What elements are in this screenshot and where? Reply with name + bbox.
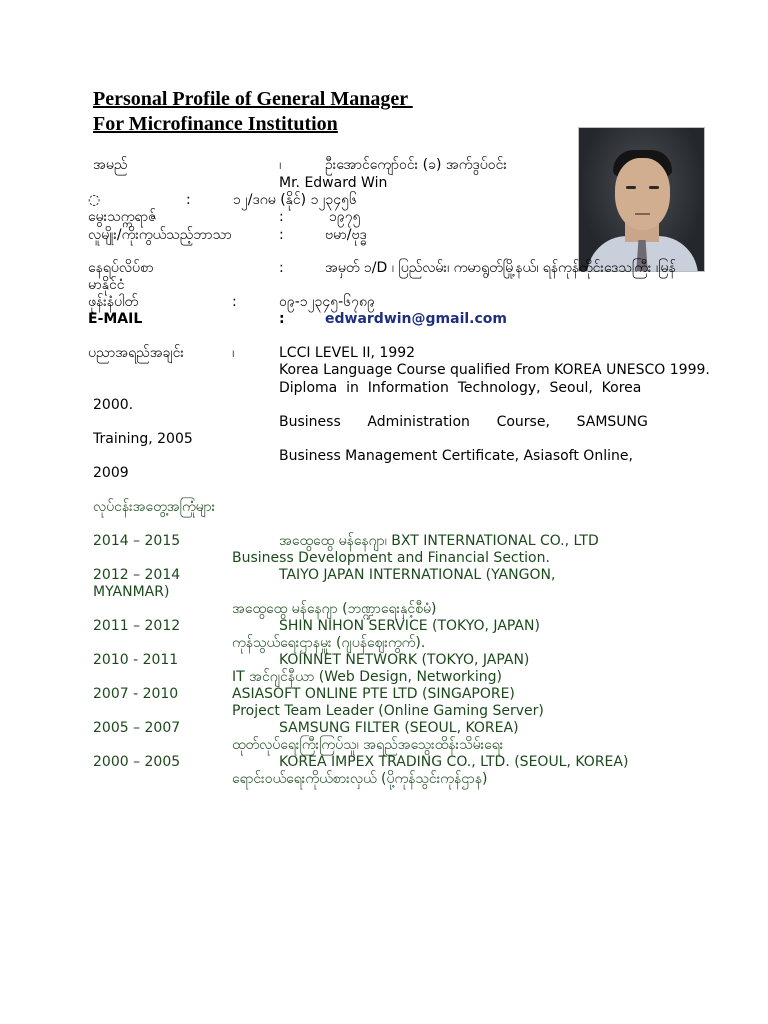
email-label: E-MAIL (88, 311, 143, 327)
address-label: နေရပ်လိပ်စာ (88, 260, 154, 276)
address-line1: အမှတ် ၁/D ၊ ပြည်လမ်း၊ ကမာရွတ်မြို့နယ်၊ ရန်ကုန်တိုင်းဒေသကြီး ၊မြန် (325, 260, 676, 276)
nrc-separator: : (186, 192, 191, 208)
experience-years: 2010 - 2011 (93, 652, 179, 668)
education-line5-cont: 2009 (93, 465, 129, 481)
education-line4-cont: Training, 2005 (93, 431, 193, 447)
education-separator: ၊ (232, 345, 235, 361)
phone-value: ၀၉-၁၂၃၄၅-၆၇၈၉ (279, 294, 375, 310)
address-separator: : (279, 260, 284, 276)
experience-company: SAMSUNG FILTER (SEOUL, KOREA) (279, 720, 519, 736)
birth-separator: : (279, 209, 284, 225)
name-english: Mr. Edward Win (279, 175, 388, 191)
birth-label: မွေးသက္ကရာဇ် (88, 209, 157, 225)
experience-role: Project Team Leader (Online Gaming Server) (232, 703, 544, 719)
experience-years: 2005 – 2007 (93, 720, 181, 736)
experience-company: ASIASOFT ONLINE PTE LTD (SINGAPORE) (232, 686, 515, 702)
phone-separator: : (232, 294, 237, 310)
experience-years: 2014 – 2015 (93, 533, 181, 549)
email-link[interactable]: edwardwin@gmail.com (325, 311, 507, 327)
education-line5: Business Management Certificate, Asiasoft Online, (279, 448, 633, 464)
experience-role: Business Development and Financial Section. (232, 550, 550, 566)
education-line4: Business Administration Course, SAMSUNG (279, 414, 648, 430)
education-line2: Korea Language Course qualified From KOREA UNESCO 1999. (279, 362, 710, 378)
nrc-label: ◌ (88, 192, 101, 208)
experience-company-cont: MYANMAR) (93, 584, 170, 600)
experience-company: KOINNET NETWORK (TOKYO, JAPAN) (279, 652, 530, 668)
experience-company: အထွေထွေ မန်နေဂျာ၊ BXT INTERNATIONAL CO., LTD (279, 533, 599, 549)
nrc-value: ၁၂/ဒဂမ (နိုင်) ၁၂၃၄၅၆ (233, 192, 357, 208)
experience-role: အထွေထွေ မန်နေဂျာ (ဘဏ္ဍာရေးနှင့်စီမံ) (232, 601, 437, 617)
document-title-line2: For Microfinance Institution (93, 113, 338, 135)
birth-value: ၁၉၇၅ (329, 209, 361, 225)
experience-role: ထုတ်လုပ်ရေးကြီးကြပ်သူ၊ အရည်အသွေးထိန်းသိမ်းရေး (232, 737, 504, 753)
address-line2: မာနိုင်ငံ (88, 277, 125, 293)
experience-years: 2012 – 2014 (93, 567, 181, 583)
experience-years: 2011 – 2012 (93, 618, 181, 634)
name-separator: ၊ (279, 157, 282, 173)
experience-role: ကုန်သွယ်ရေးဌာနမှူး (ဂျပန်ဈေးကွက်). (232, 635, 426, 651)
phone-label: ဖုန်းနံပါတ် (88, 294, 139, 310)
profile-photo (578, 127, 705, 272)
education-line3: Diploma in Information Technology, Seoul, Korea (279, 380, 642, 396)
ethnicity-separator: : (279, 227, 284, 243)
education-line1: LCCI LEVEL II, 1992 (279, 345, 416, 361)
experience-years: 2007 - 2010 (93, 686, 179, 702)
email-separator: : (279, 311, 285, 327)
education-label: ပညာအရည်အချင်း (88, 345, 184, 361)
experience-company: TAIYO JAPAN INTERNATIONAL (YANGON, (279, 567, 556, 583)
experience-company: SHIN NIHON SERVICE (TOKYO, JAPAN) (279, 618, 540, 634)
experience-role: IT အင်ဂျင်နီယာ (Web Design, Networking) (232, 669, 503, 685)
ethnicity-value: ဗမာ/ဗုဒ္ဓ (325, 227, 367, 243)
education-line3-cont: 2000. (93, 397, 134, 413)
experience-company: KOREA IMPEX TRADING CO., LTD. (SEOUL, KOREA) (279, 754, 629, 770)
experience-years: 2000 – 2005 (93, 754, 181, 770)
name-burmese: ဦးအောင်ကျော်ဝင်း (ခ) အက်ဒွပ်ဝင်း (325, 157, 507, 173)
experience-role: ရောင်းဝယ်ရေးကိုယ်စားလှယ် (ပို့ကုန်သွင်းကုန်ဌာန) (232, 771, 488, 787)
name-label: အမည် (93, 157, 128, 173)
experience-heading: လုပ်ငန်းအတွေ့အကြုံများ (93, 499, 216, 515)
document-title-line1: Personal Profile of General Manager (93, 88, 413, 110)
ethnicity-label: လူမျိုး/ကိုးကွယ်သည့်ဘာသာ (88, 227, 232, 243)
